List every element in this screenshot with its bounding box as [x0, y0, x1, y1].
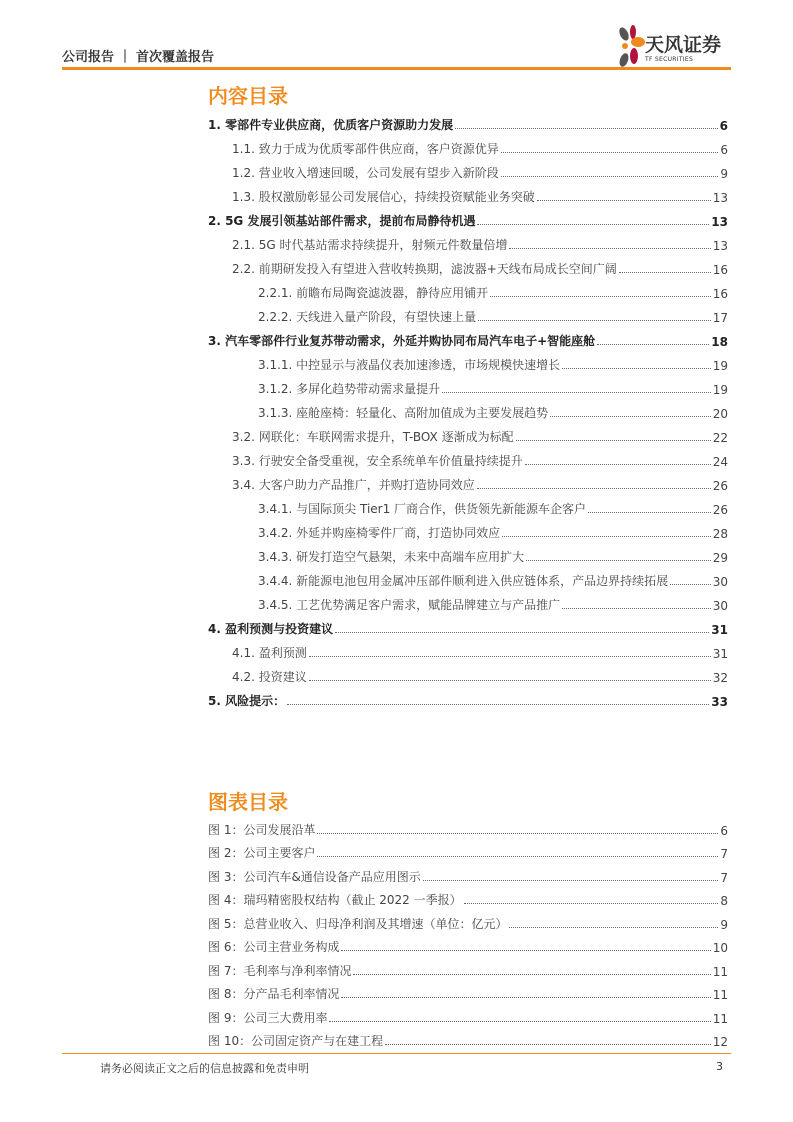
toc-title: 内容目录 [208, 84, 288, 108]
entry-page: 7 [720, 870, 728, 885]
entry-label: 3.4.4. 新能源电池包用金属冲压部件顺利进入供应链体系，产品边界持续拓展 [258, 574, 669, 588]
entry-page: 31 [712, 647, 728, 661]
entry-page: 6 [720, 823, 728, 838]
dot-leader [341, 950, 710, 951]
dot-leader [309, 656, 711, 657]
entry-page: 13 [712, 239, 728, 253]
entry-label: 3.4.5. 工艺优势满足客户需求，赋能品牌建立与产品推广 [258, 598, 561, 612]
toc-entry[interactable] [208, 133, 728, 157]
entry-page: 33 [711, 695, 728, 709]
entry-label: 3.3. 行驶安全备受重视，安全系统单车价值量持续提升 [232, 454, 523, 468]
dot-leader [516, 440, 711, 441]
toc-entry[interactable] [208, 861, 728, 885]
dot-leader [550, 416, 711, 417]
table-of-contents [208, 109, 728, 709]
dot-leader [509, 248, 710, 249]
dot-leader [477, 488, 711, 489]
entry-label: 2.2. 前期研发投入有望进入营收转换期，滤波器+天线布局成长空间广阔 [232, 262, 617, 276]
dot-leader [509, 927, 718, 928]
entry-label: 1.3. 股权激励彰显公司发展信心，持续投资赋能业务突破 [232, 190, 535, 204]
entry-label: 2.2.2. 天线进入量产阶段，有望快速上量 [258, 310, 477, 324]
entry-page: 13 [712, 191, 728, 205]
figure-list [208, 814, 728, 1049]
header-divider [62, 67, 731, 70]
toc-entry[interactable] [208, 661, 728, 685]
dot-leader [385, 1044, 711, 1045]
toc-entry[interactable] [208, 885, 728, 909]
footer-divider [62, 1053, 731, 1054]
toc-entry[interactable] [208, 181, 728, 205]
entry-label: 2.1. 5G 时代基站需求持续提升，射频元件数量倍增 [232, 238, 508, 252]
toc-entry[interactable] [208, 517, 728, 541]
dot-leader [477, 224, 709, 225]
entry-label: 3.2. 网联化：车联网需求提升，T-BOX 逐渐成为标配 [232, 430, 514, 444]
entry-page: 26 [712, 479, 728, 493]
dot-leader [525, 464, 711, 465]
dot-leader [317, 856, 718, 857]
dot-leader [455, 128, 718, 129]
toc-entry[interactable] [208, 205, 728, 229]
page-number: 3 [716, 1060, 723, 1073]
entry-page: 9 [720, 167, 728, 181]
dot-leader [309, 680, 711, 681]
entry-label: 图 6：公司主营业务构成 [208, 940, 340, 954]
dot-leader [619, 272, 711, 273]
dot-leader [526, 560, 711, 561]
entry-label: 图 3：公司汽车&通信设备产品应用图示 [208, 869, 421, 884]
toc-entry[interactable] [208, 685, 728, 709]
entry-label: 2. 5G 发展引领基站部件需求，提前布局静待机遇 [208, 214, 476, 228]
tf-securities-logo [615, 24, 735, 68]
entry-page: 9 [720, 917, 728, 932]
entry-label: 图 2：公司主要客户 [208, 846, 316, 860]
toc-entry[interactable] [208, 349, 728, 373]
dot-leader [562, 368, 711, 369]
dot-leader [502, 536, 711, 537]
dot-leader [317, 833, 718, 834]
entry-page: 8 [720, 894, 728, 908]
dot-leader [501, 176, 719, 177]
toc-entry[interactable] [208, 1002, 728, 1026]
dot-leader [353, 974, 710, 975]
entry-label: 4. 盈利预测与投资建议 [208, 622, 334, 636]
entry-page: 24 [712, 455, 728, 469]
entry-page: 7 [720, 847, 728, 861]
toc-entry[interactable] [208, 469, 728, 493]
dot-leader [287, 704, 709, 705]
entry-page: 31 [711, 623, 728, 637]
entry-page: 28 [712, 527, 728, 541]
toc-entry[interactable] [208, 493, 728, 517]
entry-page: 19 [712, 359, 728, 373]
entry-page: 12 [712, 1035, 728, 1049]
entry-label: 图 10：公司固定资产与在建工程 [208, 1034, 384, 1048]
toc-entry[interactable] [208, 109, 728, 133]
figure-list-title: 图表目录 [208, 790, 288, 814]
entry-page: 16 [712, 263, 728, 277]
dot-leader [501, 152, 719, 153]
entry-label: 1. 零部件专业供应商，优质客户资源助力发展 [208, 118, 454, 132]
entry-page: 6 [720, 143, 728, 157]
toc-entry[interactable] [208, 908, 728, 932]
logo-english: TF SECURITIES [645, 56, 694, 63]
toc-entry[interactable] [208, 229, 728, 253]
entry-label: 3. 汽车零部件行业复苏带动需求，外延并购协同布局汽车电子+智能座舱 [208, 334, 596, 348]
entry-label: 图 1：公司发展沿革 [208, 822, 316, 837]
dot-leader [423, 880, 719, 881]
entry-page: 11 [712, 1011, 728, 1026]
entry-page: 30 [712, 575, 728, 589]
entry-label: 1.2. 营业收入增速回暖，公司发展有望步入新阶段 [232, 166, 499, 180]
logo-chinese: 天风证券 [645, 34, 722, 56]
dot-leader [588, 512, 711, 513]
toc-entry[interactable] [208, 373, 728, 397]
toc-entry[interactable] [208, 445, 728, 469]
entry-label: 3.4.1. 与国际顶尖 Tier1 厂商合作，供货领先新能源车企客户 [258, 502, 587, 516]
entry-label: 2.2.1. 前瞻布局陶瓷滤波器，静待应用铺开 [258, 286, 489, 300]
report-type-header: 公司报告 ｜ 首次覆盖报告 [62, 50, 215, 65]
toc-entry[interactable] [208, 955, 728, 979]
toc-entry[interactable] [208, 325, 728, 349]
toc-entry[interactable] [208, 253, 728, 277]
footer-disclaimer: 请务必阅读正文之后的信息披露和免责申明 [100, 1062, 309, 1075]
toc-entry[interactable] [208, 397, 728, 421]
toc-entry[interactable] [208, 565, 728, 589]
toc-entry[interactable] [208, 301, 728, 325]
toc-entry[interactable] [208, 1026, 728, 1050]
entry-page: 18 [711, 335, 728, 349]
entry-page: 17 [712, 311, 728, 325]
entry-label: 4.2. 投资建议 [232, 670, 307, 684]
entry-page: 19 [712, 383, 728, 397]
entry-page: 29 [712, 551, 728, 565]
entry-page: 10 [712, 941, 728, 955]
entry-page: 11 [712, 988, 728, 1002]
entry-page: 22 [712, 431, 728, 445]
dot-leader [490, 296, 711, 297]
entry-label: 图 7：毛利率与净利率情况 [208, 963, 352, 978]
entry-label: 图 5：总营业收入、归母净利润及其增速（单位：亿元） [208, 916, 508, 931]
entry-label: 3.1.1. 中控显示与液晶仪表加速渗透，市场规模快速增长 [258, 358, 561, 372]
dot-leader [478, 320, 711, 321]
dot-leader [670, 584, 711, 585]
entry-page: 32 [712, 671, 728, 685]
toc-entry[interactable] [208, 421, 728, 445]
dot-leader [335, 632, 709, 633]
toc-entry[interactable] [208, 932, 728, 956]
toc-entry[interactable] [208, 613, 728, 637]
entry-label: 3.4.2. 外延并购座椅零件厂商，打造协同效应 [258, 526, 501, 540]
toc-entry[interactable] [208, 814, 728, 838]
entry-page: 20 [712, 407, 728, 421]
toc-entry[interactable] [208, 589, 728, 613]
toc-entry[interactable] [208, 277, 728, 301]
entry-label: 3.4. 大客户助力产品推广，并购打造协同效应 [232, 478, 475, 492]
entry-label: 3.1.3. 座舱座椅：轻量化、高附加值成为主要发展趋势 [258, 406, 549, 420]
entry-label: 1.1. 致力于成为优质零部件供应商，客户资源优异 [232, 142, 499, 156]
toc-entry[interactable] [208, 157, 728, 181]
entry-label: 3.1.2. 多屏化趋势带动需求量提升 [258, 382, 441, 396]
entry-label: 4.1. 盈利预测 [232, 646, 307, 660]
entry-page: 6 [719, 119, 728, 133]
entry-page: 11 [712, 964, 728, 979]
dot-leader [464, 903, 719, 904]
entry-label: 5. 风险提示： [208, 694, 286, 708]
toc-entry[interactable] [208, 979, 728, 1003]
toc-entry[interactable] [208, 541, 728, 565]
toc-entry[interactable] [208, 838, 728, 862]
dot-leader [442, 392, 711, 393]
entry-page: 30 [712, 599, 728, 613]
petal-logo-icon [615, 24, 645, 68]
entry-label: 图 9：公司三大费用率 [208, 1010, 328, 1025]
entry-label: 图 8：分产品毛利率情况 [208, 987, 340, 1001]
dot-leader [341, 997, 710, 998]
entry-page: 13 [711, 215, 728, 229]
dot-leader [329, 1021, 710, 1022]
entry-label: 图 4：瑞玛精密股权结构（截止 2022 一季报） [208, 893, 462, 907]
entry-label: 3.4.3. 研发打造空气悬架，未来中高端车应用扩大 [258, 550, 525, 564]
entry-page: 16 [712, 287, 728, 301]
dot-leader [597, 344, 709, 345]
entry-page: 26 [712, 503, 728, 517]
dot-leader [537, 200, 711, 201]
dot-leader [562, 608, 711, 609]
toc-entry[interactable] [208, 637, 728, 661]
